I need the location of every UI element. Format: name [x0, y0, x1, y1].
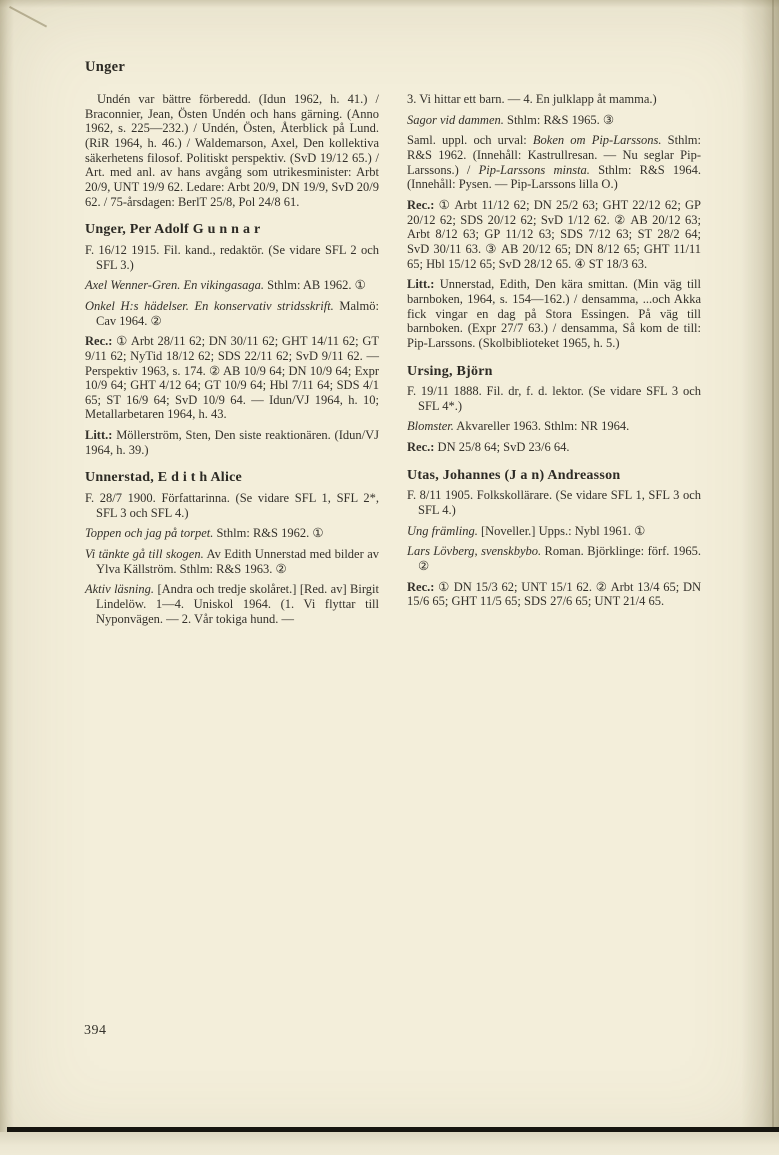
- literature-paragraph: [407, 277, 701, 350]
- text-segment: Undén var bättre förberedd. (Idun 1962, h. 41.) / Braconnier, Jean, Östen Undén och hans gärning. (Anno 1962, s. 225—232.) / Undén, Östen, Återblick på Lund. (RiR 1964, h. 46.) / Waldemarson, Axel, Den kollektiva säkerhetens filosof. Politiskt perspektiv. (SvD 19/12 65.) / Art. med anl. av hans avgång som utrikesminister: Arbt 20/9, UNT 19/9 62. Ledare: Arbt 20/9, DN 19/9, SvD 20/9 62. / 75-årsdagen: BerlT 25/8, Pol 24/8 61.: [85, 92, 379, 209]
- text-segment: Aktiv läsning.: [85, 582, 155, 597]
- reviews-paragraph: [407, 198, 701, 271]
- entry-heading: [407, 365, 701, 380]
- page-edge-shadow-right: [741, 0, 779, 1155]
- entry-text-paragraph: [85, 92, 379, 209]
- text-segment: Rec.:: [407, 579, 435, 594]
- entry-heading: [85, 223, 379, 238]
- text-segment: Unnerstad, Edith, Den kära smittan. (Min väg till barnboken, 1964, s. 154—162.) / densamma, ...och Akka fick vingar en dag på Stora Essingen. På väg till barnboken. (Expr 27/7 63.) / densamma, Så kom de till: Pip-Larssons. (Skolbiblioteket 1965, h. 5.): [407, 277, 701, 350]
- text-segment: F. 28/7 1900. Författarinna. (Se vidare SFL 1, SFL 2*, SFL 3 och SFL 4.): [85, 491, 379, 520]
- text-segment: Unger, Per Adolf G u n n a r: [85, 222, 261, 238]
- collected-editions-paragraph: [407, 133, 701, 192]
- text-segment: [Andra och tredje skolåret.] [Red. av] Birgit Lindelöw. 1—4. Uniskol 1964. (1. Vi flyttar till Nyponvägen. — 2. Vår tokiga hund. —: [96, 582, 379, 626]
- text-segment: Ung främling.: [407, 523, 478, 538]
- text-segment: Litt.:: [407, 277, 435, 292]
- biography-line: [407, 488, 701, 517]
- text-segment: Onkel H:s hädelser. En konservativ stridsskrift.: [85, 298, 334, 313]
- text-segment: Rec.:: [407, 197, 435, 212]
- work-entry: [407, 419, 701, 434]
- text-segment: Lars Lövberg, svenskbybo.: [407, 544, 542, 559]
- work-entry: [407, 544, 701, 573]
- text-segment: Unnerstad, E d i t h Alice: [85, 470, 243, 486]
- text-segment: Roman. Björklinge: förf. 1965. ②: [418, 544, 701, 574]
- text-segment: Litt.:: [85, 428, 113, 443]
- text-segment: Saml. uppl. och urval:: [407, 133, 533, 148]
- text-segment: [Noveller.] Upps.: Nybl 1961. ①: [477, 523, 646, 538]
- continuation-paragraph: [407, 92, 701, 107]
- text-segment: Sagor vid dammen.: [407, 112, 504, 127]
- page-edge-shadow-left: [0, 0, 14, 1155]
- literature-paragraph: [85, 428, 379, 457]
- text-segment: Ursing, Björn: [407, 363, 493, 379]
- reviews-paragraph: [407, 440, 701, 455]
- text-segment: F. 19/11 1888. Fil. dr, f. d. lektor. (Se vidare SFL 3 och SFL 4*.): [407, 384, 701, 413]
- text-segment: Möllerström, Sten, Den siste reaktionären. (Idun/VJ 1964, h. 39.): [85, 428, 379, 457]
- entry-heading: [407, 469, 701, 484]
- biography-line: [407, 384, 701, 413]
- text-segment: Toppen och jag på torpet.: [85, 526, 214, 541]
- text-segment: DN 25/8 64; SvD 23/6 64.: [434, 440, 570, 455]
- page-edge-shadow-top: [0, 0, 779, 8]
- text-segment: Akvareller 1963. Sthlm: NR 1964.: [453, 419, 630, 434]
- text-segment: Sthlm: R&S 1962. ①: [213, 526, 324, 541]
- work-entry: [85, 278, 379, 293]
- work-entry: [85, 547, 379, 576]
- text-segment: Malmö: Cav 1964. ②: [96, 298, 379, 328]
- text-segment: ① DN 15/3 62; UNT 15/1 62. ② Arbt 13/4 65; DN 15/6 65; GHT 11/5 65; SDS 27/6 65; UNT 21/4 65.: [407, 579, 701, 609]
- text-segment: Rec.:: [85, 334, 113, 349]
- text-segment: Axel Wenner-Gren. En vikingasaga.: [85, 278, 264, 293]
- page-edge-line-right: [772, 0, 774, 1155]
- biography-line: [85, 243, 379, 272]
- text-segment: Blomster.: [407, 419, 454, 434]
- work-entry: [407, 524, 701, 539]
- scan-crease-mark: [9, 6, 47, 27]
- page-number: 394: [84, 1023, 107, 1038]
- text-segment: Vi tänkte gå till skogen.: [85, 547, 204, 562]
- text-segment: Sthlm: R&S 1964. (Innehåll: Pysen. — Pip-Larssons lilla O.): [407, 162, 701, 192]
- running-header: Unger: [85, 59, 126, 75]
- left-column: [85, 92, 379, 632]
- text-segment: 3. Vi hittar ett barn. — 4. En julklapp åt mamma.): [407, 92, 657, 106]
- reviews-paragraph: [407, 580, 701, 609]
- text-segment: Av Edith Unnerstad med bilder av Ylva Källström. Sthlm: R&S 1963. ②: [96, 547, 379, 576]
- text-columns: [85, 92, 701, 632]
- text-segment: Utas, Johannes (J a n) Andreasson: [407, 467, 621, 483]
- text-segment: Boken om Pip-Larssons.: [532, 133, 662, 148]
- work-entry: [407, 113, 701, 128]
- entry-heading: [85, 471, 379, 486]
- biography-line: [85, 491, 379, 520]
- text-segment: ① Arbt 28/11 62; DN 30/11 62; GHT 14/11 62; GT 9/11 62; NyTid 18/12 62; SDS 22/11 62; SvD 9/11 62. — Perspektiv 1963, s. 174. ② AB 10/9 64; DN 10/9 64; Expr 10/9 64; GHT 4/12 64; GT 10/9 64; Hbl 7/11 64; SDS 4/1 65; ST 16/9 64; SvD 10/9 64. — Idun/VJ 1964, h. 10; Metallarbetaren 1964, h. 43.: [85, 334, 379, 422]
- text-segment: F. 8/11 1905. Folkskollärare. (Se vidare SFL 1, SFL 3 och SFL 4.): [407, 488, 701, 518]
- text-segment: Rec.:: [407, 440, 435, 455]
- right-column: [407, 92, 701, 632]
- text-segment: ① Arbt 11/12 62; DN 25/2 63; GHT 22/12 62; GP 20/12 62; SDS 20/12 62; SvD 1/12 62. ② AB 20/12 63; Arbt 8/12 63; GP 11/12 63; SDS 7/12 63; ST 28/2 64; SvD 30/11 63. ③ AB 20/12 65; DN 8/12 65; GHT 11/11 65; Hbl 15/12 65; SvD 28/12 65. ④ ST 18/3 63.: [407, 197, 701, 271]
- text-segment: Sthlm: AB 1962. ①: [264, 278, 366, 293]
- text-segment: Sthlm: R&S 1962. (Innehåll: Kastrullresan. — Nu seglar Pip-Larssons.) /: [407, 133, 701, 177]
- text-segment: Pip-Larssons minsta.: [478, 162, 590, 177]
- scan-bottom-margin: [0, 1132, 779, 1155]
- text-segment: Sthlm: R&S 1965. ③: [503, 112, 615, 127]
- reviews-paragraph: [85, 334, 379, 422]
- work-entry: [85, 299, 379, 328]
- work-entry: [85, 526, 379, 541]
- work-entry: [85, 582, 379, 626]
- text-segment: F. 16/12 1915. Fil. kand., redaktör. (Se vidare SFL 2 och SFL 3.): [85, 242, 379, 272]
